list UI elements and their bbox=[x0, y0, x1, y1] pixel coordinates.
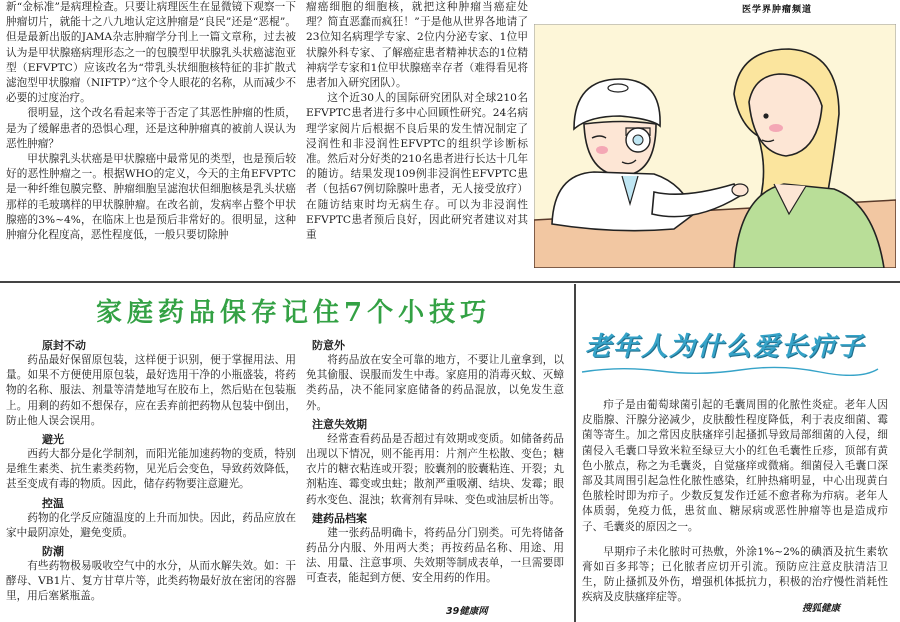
article1-paragraph: 新“金标准”是病理检查。只要让病理医生在显微镜下观察一下肿瘤切片，就能十之八九地认定这肿瘤是“良民”还是“恶棍”。但是最新出版的JAMA杂志肿瘤学分刊上一篇文章称，过去被认为是甲状腺癌病理形态之一的包膜型甲状腺乳头状癌滤泡亚型（EFVPTC）应该改名为“带乳头状细胞核特征的非扩散式滤泡型甲状腺瘤（NIFTP）”这个令人眼花的名称，从而减少不必要的过度治疗。 bbox=[6, 1, 296, 105]
article3-credit: 搜狐健康 bbox=[802, 603, 841, 614]
tip-text: 有些药物极易吸收空气中的水分，从而水解失效。如：干酵母、VB1片、复方甘草片等，此类药物最好放在密闭的容器里，用后塞紧瓶盖。 bbox=[6, 560, 296, 603]
horizontal-divider bbox=[0, 281, 900, 283]
tip-heading: 注意失效期 bbox=[312, 417, 367, 431]
article3-paragraph: 早期疖子未化脓时可热敷，外涂1%~2%的碘酒及抗生素软膏如百多邦等；已化脓者应切开引流。预防应注意皮肤清洁卫生，防止搔抓及外伤，增强机体抵抗力，积极的治疗慢性消耗性疾病及皮肤瘙痒症等。 bbox=[582, 545, 888, 604]
article2-column-1 bbox=[6, 338, 296, 605]
article1-column-1 bbox=[6, 0, 296, 243]
doctor-patient-illustration bbox=[534, 24, 896, 268]
tip-text: 西药大都分是化学制剂，而阳光能加速药物的变质，特别是维生素类、抗生素类药物，见光后会变色，导致药效降低，甚至变成有毒的物质。因此，储存药物要注意避光。 bbox=[6, 448, 296, 491]
vertical-divider bbox=[574, 284, 576, 622]
article3-paragraph: 疖子是由葡萄球菌引起的毛囊周围的化脓性炎症。老年人因皮脂腺、汗腺分泌减少，皮肤酸性程度降低，利于表皮细菌、霉菌等寄生。加之常因皮肤瘙痒引起搔抓导致局部细菌的入侵，细菌侵入毛囊口导致米粒至绿豆大小的红色毛囊性丘疹，顶部有黄色小脓点，称之为毛囊炎，自觉瘙痒或微痛。细菌侵入毛囊口深部及其周围引起急性化脓性感染，红肿热痛明显，中心出现黄白色脓栓时即为疖子。少数反复发作迁延不愈者称为疖病。老年人体质弱，免疫力低，患贫血、糖尿病或恶性肿瘤等也是造成疖子、毛囊炎的原因之一。 bbox=[582, 399, 888, 533]
article2-column-2 bbox=[306, 338, 564, 587]
article2-title: 家庭药品保存记住7个小技巧 bbox=[96, 298, 492, 328]
tip-text: 建一张药品明确卡，将药品分门别类。可先将储备药品分内服、外用两大类；再按药品名称、用途、用法、用量、注意事项、失效期等制成表单，一旦需要即可查表，能起到方便、安全用药的作用。 bbox=[306, 526, 564, 585]
tip-heading: 建药品档案 bbox=[312, 511, 367, 525]
article1-paragraph: 这个近30人的国际研究团队对全球210名EFVPTC患者进行多中心回顾性研究。24名病理学家阅片后根据不良后果的发生情况制定了浸润性和非浸润性EFVPTC的组织学诊断标准。然后对分好类的210名患者进行长达十几年的随访。结果发现109例非浸润性EFVPTC患者（包括67例切除腺叶患者，无人接受放疗）在随访结束时均无病生存。可以为非浸润性EFVPTC患者预后良好，因此研究者建议对其重 bbox=[306, 92, 528, 242]
tip-text: 将药品放在安全可靠的地方，不要让儿童拿到，以免其偷服、误服而发生中毒。家庭用的消毒灭蚊、灭蟑类药品，决不能同家庭储备的药品混放，以免发生意外。 bbox=[306, 354, 564, 412]
tip-text: 药品最好保留原包装，这样便于识别，便于掌握用法、用量。如果不方便使用原包装，最好选用干净的小瓶盛装，将药物的名称、服法、剂量等清楚地写在胶布上，然后贴在包装瓶上。用剩的药如不想保存，应在丢弃前把药物从包装中倒出，防止他人误会误用。 bbox=[6, 354, 296, 427]
tip-text: 经常查看药品是否超过有效期或变质。如储备药品出现以下情况，则不能再用：片剂产生松散、变色；糖衣片的糖衣粘连或开裂；胶囊剂的胶囊粘连、开裂；丸剂粘连、霉变或虫蛀；散剂严重吸潮、结块、发霉；眼药水变色、混浊；软膏剂有异味、变色或油层析出等。 bbox=[306, 432, 564, 506]
tip-heading: 原封不动 bbox=[42, 339, 86, 352]
tip-text: 药物的化学反应随温度的上升而加快。因此，药品应放在家中最阴凉处，避免变质。 bbox=[6, 511, 296, 539]
channel-label: 医学界肿瘤频道 bbox=[742, 5, 813, 15]
article1-paragraph: 很明显，这个改名看起来等于否定了其恶性肿瘤的性质，是为了缓解患者的恐惧心理，还是这种肿瘤真的被前人误认为恶性肿瘤？ bbox=[6, 107, 296, 150]
article1-paragraph: 瘤癌细胞的细胞核，就把这种肿瘤当癌症处理？简直恶蠢而疯狂！”于是他从世界各地请了23位知名病理学专家、2位内分泌专家、1位甲状腺外科专家、了解癌症患者精神状态的1位精神病学专家和1位甲状腺癌幸存者（难得看见将患者加入研究团队）。 bbox=[306, 1, 528, 90]
title-underline-decoration bbox=[580, 364, 880, 376]
article2-credit: 39健康网 bbox=[446, 606, 488, 617]
article3-body bbox=[582, 398, 888, 606]
tip-heading: 控温 bbox=[42, 496, 64, 510]
tip-heading: 防意外 bbox=[312, 339, 345, 352]
tip-heading: 避光 bbox=[42, 433, 64, 447]
article1-column-2 bbox=[306, 0, 528, 243]
article3-title: 老年人为什么爱长疖子 bbox=[585, 332, 866, 362]
tip-heading: 防潮 bbox=[42, 545, 64, 559]
article1-paragraph: 甲状腺乳头状癌是甲状腺癌中最常见的类型，也是预后较好的恶性肿瘤之一。根据WHO的定义，今天的主角EFVPTC是一种纤维包膜完整、肿瘤细胞呈滤泡状但细胞核是乳头状癌那样的毛玻璃样的甲状腺肿瘤。在改名前，发病率占整个甲状腺癌的3%~4%，在临床上也是预后非常好的。很明显，这种肿瘤分化程度高，恶性程度低，一般只要切除肿 bbox=[6, 153, 296, 242]
